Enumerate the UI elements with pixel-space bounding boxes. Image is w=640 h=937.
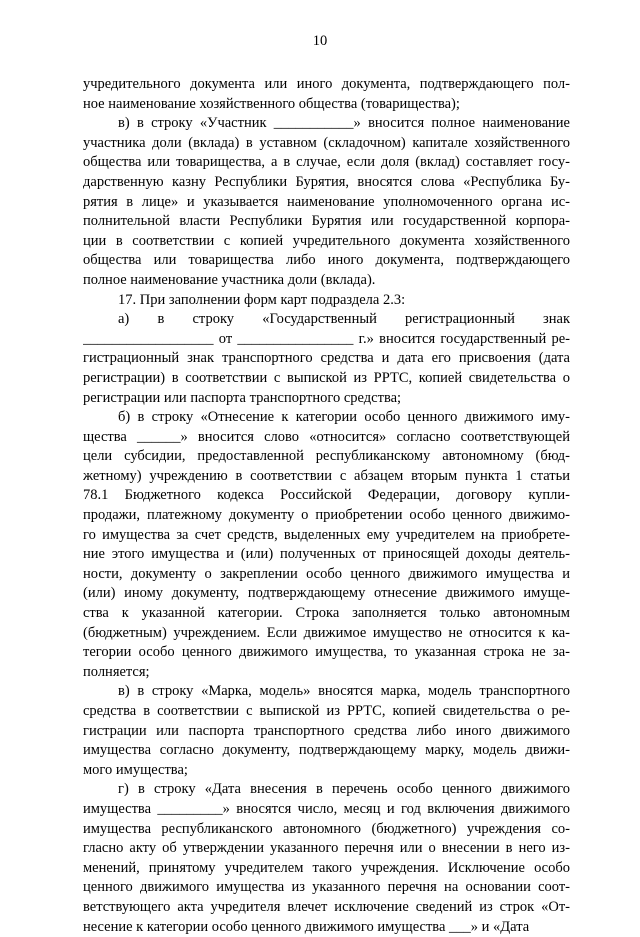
text-line: участника доли (вклада) в уставном (складочном) капитале хозяйственного [83,134,570,151]
text-line: (бюджетным) учреждением. Если движимое имущество не относится к ка- [83,624,570,641]
text-line: (или) иному документу, подтверждающему отнесение движимого имуще- [83,585,570,602]
text-line: гистрационный знак транспортного средства и дата его присвоения (дата [83,350,570,367]
text-line: гистрации или паспорта транспортного средства либо иного движимого [83,722,570,739]
text-line: в) в строку «Участник ___________» вносится полное наименование [118,115,570,132]
paragraph-p5 [83,408,570,682]
text-line: гласно акту об утверждении указанного перечня или о внесении в него из- [83,840,570,857]
text-line: регистрации) в соответствии с выпиской из РРТС, копией свидетельства о [83,369,570,386]
text-line: тегории особо ценного движимого имущества, то указанная строка не за- [83,644,570,661]
paragraph-p6 [83,682,570,780]
document-body [83,75,570,937]
text-line: ветствующего акта учредителя влечет исключение сведений из строк «От- [83,898,570,915]
text-line: ценного движимого имущества из указанного перечня на основании соот- [83,879,570,896]
text-line: а) в строку «Государственный регистрационный знак [118,311,570,328]
page-number: 10 [312,33,328,49]
text-line: __________________ от ________________ г.» вносится государственный ре- [83,330,570,347]
text-line: 17. При заполнении форм карт подраздела 2.3: [118,291,406,308]
paragraph-p4 [83,310,570,408]
text-line: полнительной власти Республики Бурятия или государственной корпора- [83,213,570,230]
text-line: ние этого имущества и (или) полученных от приносящей доходы деятель- [83,546,570,563]
text-line: 78.1 Бюджетного кодекса Российской Федерации, договору купли- [83,487,570,504]
text-line: средства в соответствии с выпиской из РРТС, копией свидетельства о ре- [83,703,570,719]
text-line: щества ______» вносится слово «относится» согласно соответствующей [83,428,570,445]
text-line: учредительного документа или иного документа, подтверждающего пол- [83,76,570,92]
text-line: регистрации или паспорта транспортного средства; [83,389,402,406]
text-line: несение к категории особо ценного движимого имущества ___» и «Дата [83,918,530,935]
text-line: имущества _________» вносятся число, месяц и год включения движимого [83,800,570,817]
text-line: дарственную казну Республики Бурятия, вносятся слова «Республика Бу- [83,173,570,190]
text-line: рятия в лице» и указывается наименование уполномоченного органа ис- [83,193,570,210]
text-line: продажи, платежному документу о приобретении особо ценного движимо- [83,507,570,524]
text-line: б) в строку «Отнесение к категории особо ценного движимого иму- [118,409,570,426]
text-line: ное наименование хозяйственного общества (товарищества); [83,95,460,112]
text-line: г) в строку «Дата внесения в перечень особо ценного движимого [118,781,570,798]
text-line: полняется; [83,663,150,680]
text-line: ции в соответствии с копией учредительного документа хозяйственного [83,232,570,249]
text-line: общества или товарищества либо иного документа, подтверждающего [83,252,570,269]
text-line: имущества согласно документу, подтверждающему марку, модель движи- [83,742,570,759]
paragraph-p3 [83,291,570,311]
text-line: в) в строку «Марка, модель» вносятся марка, модель транспортного [118,683,570,700]
paragraph-p1 [83,75,570,114]
text-line: го имущества за счет средств, выделенных ему учредителем на приобрете- [83,526,570,543]
text-line: полное наименование участника доли (вклада). [83,271,376,288]
text-line: менений, принятому учредителем такого учреждения. Исключение особо [83,859,570,876]
text-line: общества или товарищества, а в случае, если доля (вклад) составляет госу- [83,154,570,171]
text-line: жетному) учреждению в соответствии с абзацем вторым пункта 1 статьи [83,467,570,484]
paragraph-p7 [83,780,570,937]
text-line: ности, документу о закреплении особо ценного движимого имущества и [83,565,570,582]
text-line: цели субсидии, предоставленной республиканскому автономному (бюд- [83,448,570,465]
text-line: мого имущества; [83,761,188,778]
paragraph-p2 [83,114,570,290]
text-line: ства к указанной категории. Строка заполняется только автономным [83,605,570,622]
text-line: имущества республиканского автономного (бюджетного) учреждения со- [83,820,570,837]
